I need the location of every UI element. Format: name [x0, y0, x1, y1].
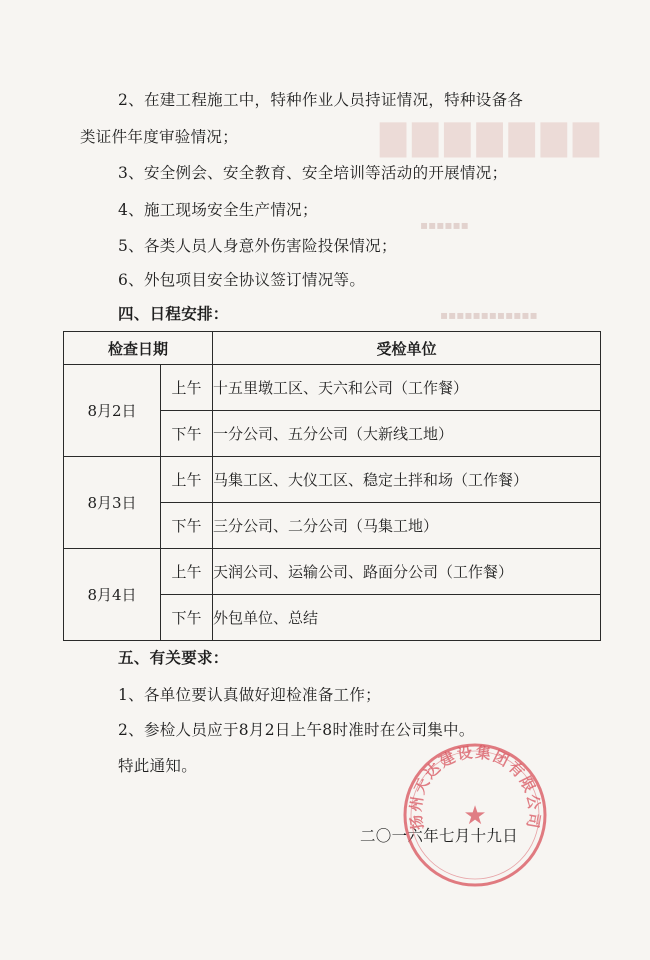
table-row	[64, 549, 601, 595]
inspection-item: 4、施工现场安全生产情况；	[118, 201, 318, 219]
period-cell: 下午	[161, 411, 213, 457]
schedule-heading: 四、日程安排：	[118, 304, 229, 323]
date-cell: 8月2日	[64, 365, 161, 457]
period-cell: 下午	[161, 595, 213, 641]
unit-cell: 一分公司、五分公司（大新线工地）	[213, 411, 601, 457]
header-unit: 受检单位	[213, 332, 601, 365]
unit-cell: 马集工区、大仪工区、稳定土拌和场（工作餐）	[213, 457, 601, 503]
date-cell: 8月3日	[64, 457, 161, 549]
document-date: 二〇一六年七月十九日	[360, 827, 519, 845]
requirements-heading: 五、有关要求：	[118, 648, 229, 667]
unit-cell: 十五里墩工区、天六和公司（工作餐）	[213, 365, 601, 411]
bleed-through-line: ▪▪▪▪▪▪▪▪▪▪▪▪	[440, 308, 538, 322]
header-date: 检查日期	[64, 332, 213, 365]
unit-cell: 天润公司、运输公司、路面分公司（工作餐）	[213, 549, 601, 595]
bleed-through-line: ▪▪▪▪▪▪	[420, 218, 469, 232]
unit-cell: 外包单位、总结	[213, 595, 601, 641]
svg-text:扬州天达建设集团有限公司: 扬州天达建设集团有限公司	[406, 743, 544, 832]
requirement-item: 1、各单位要认真做好迎检准备工作；	[118, 686, 381, 704]
inspection-item: 2、在建工程施工中，特种作业人员持证情况，特种设备各	[118, 91, 524, 109]
period-cell: 下午	[161, 503, 213, 549]
inspection-item: 类证件年度审验情况；	[80, 128, 239, 146]
company-seal-icon	[400, 740, 550, 890]
period-cell: 上午	[161, 365, 213, 411]
unit-cell: 三分公司、二分公司（马集工地）	[213, 503, 601, 549]
period-cell: 上午	[161, 457, 213, 503]
period-cell: 上午	[161, 549, 213, 595]
requirement-item: 2、参检人员应于8月2日上午8时准时在公司集中。	[118, 721, 475, 739]
schedule-table	[63, 331, 601, 641]
bleed-through-header: ▇▇▇▇▇▇▇	[380, 118, 606, 158]
inspection-item: 5、各类人员人身意外伤害险投保情况；	[118, 237, 397, 255]
table-row	[64, 457, 601, 503]
table-row	[64, 365, 601, 411]
inspection-item: 3、安全例会、安全教育、安全培训等活动的开展情况；	[118, 164, 508, 182]
svg-text:★: ★	[463, 801, 487, 831]
date-cell: 8月4日	[64, 549, 161, 641]
table-header-row	[64, 332, 601, 365]
inspection-item: 6、外包项目安全协议签订情况等。	[118, 271, 366, 289]
closing-text: 特此通知。	[118, 757, 198, 775]
